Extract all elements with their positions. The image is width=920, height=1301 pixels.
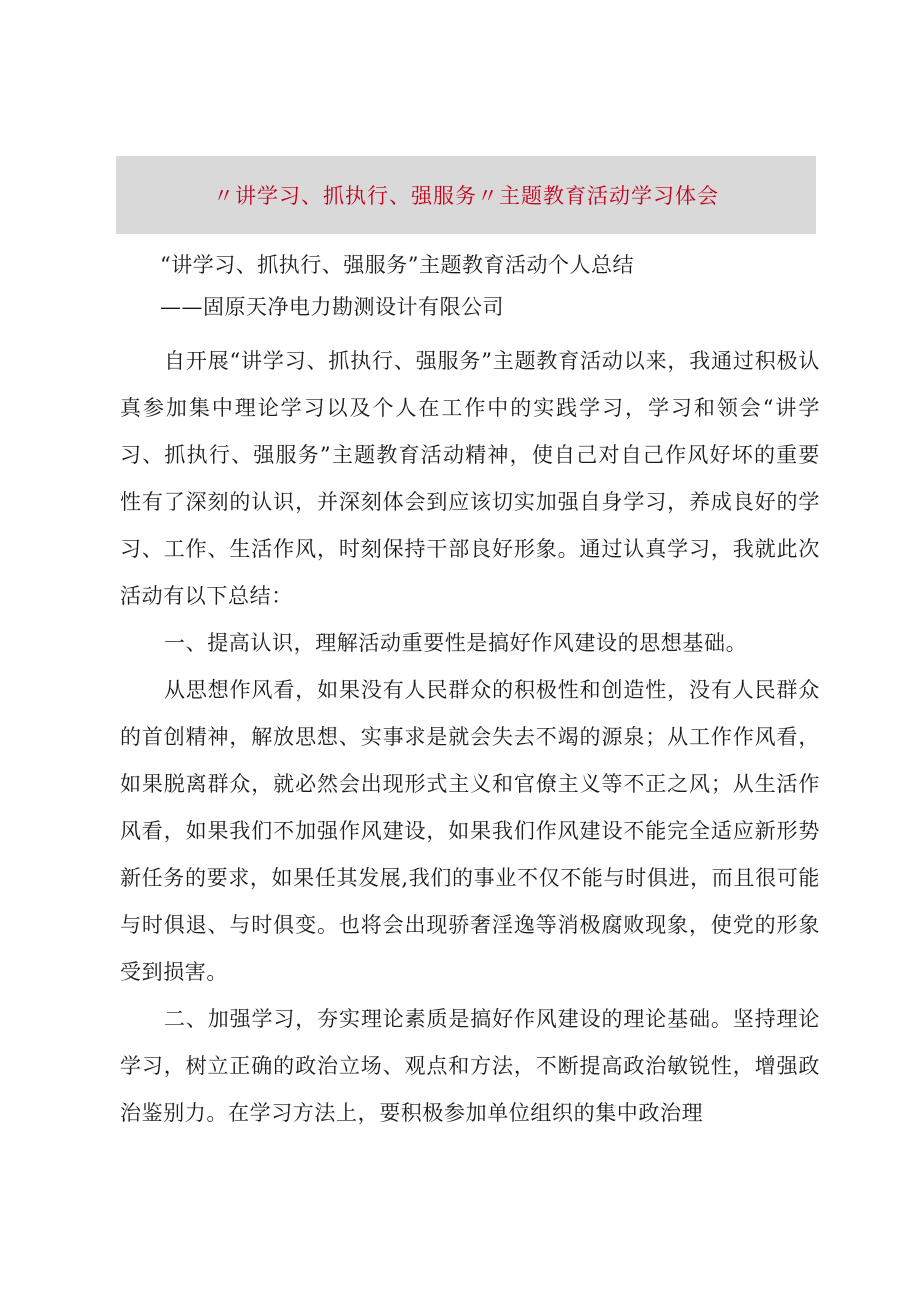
header-banner — [116, 156, 816, 234]
document-body — [120, 338, 820, 1137]
paragraph-section-2: 二、加强学习，夯实理论素质是搞好作风建设的理论基础。坚持理论学习，树立正确的政治立场、观点和方法，不断提高政治敏锐性，增强政治鉴别力。在学习方法上，要积极参加单位组织的集中政治理 — [120, 1007, 820, 1125]
document-title: “讲学习、抓执行、强服务”主题教育活动个人总结 — [160, 253, 634, 277]
document-organization: ——固原天净电力勘测设计有限公司 — [160, 295, 504, 319]
paragraph-intro: 自开展“讲学习、抓执行、强服务”主题教育活动以来，我通过积极认真参加集中理论学习以及个人在工作中的实践学习，学习和领会“讲学习、抓执行、强服务”主题教育活动精神，使自己对自己作风好坏的重要性有了深刻的认识，并深刻体会到应该切实加强自身学习，养成良好的学习、工作、生活作风，时刻保持干部良好形象。通过认真学习，我就此次活动有以下总结： — [120, 349, 820, 608]
paragraph-section-1: 从思想作风看，如果没有人民群众的积极性和创造性，没有人民群众的首创精神，解放思想、实事求是就会失去不竭的源泉；从工作作风看，如果脱离群众，就必然会出现形式主义和官僚主义等不正之风；从生活作风看，如果我们不加强作风建设，如果我们作风建设不能完全适应新形势新任务的要求，如果任其发展,我们的事业不仅不能与时俱进，而且很可能与时俱退、与时俱变。也将会出现骄奢淫逸等消极腐败现象，使党的形象受到损害。 — [120, 678, 820, 984]
banner-title: 〃讲学习、抓执行、强服务〃主题教育活动学习体会 — [213, 184, 719, 208]
paragraph-heading-1: 一、提高认识，理解活动重要性是搞好作风建设的思想基础。 — [164, 631, 748, 655]
